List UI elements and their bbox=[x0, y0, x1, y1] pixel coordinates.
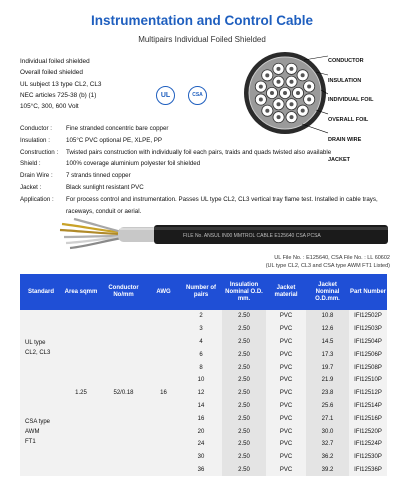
jacket-material-cell: PVC bbox=[266, 438, 306, 451]
insulation-cell: 2.50 bbox=[222, 464, 266, 477]
insulation-cell: 2.50 bbox=[222, 438, 266, 451]
feature-list bbox=[20, 56, 101, 112]
header-awg: AWG bbox=[147, 274, 180, 310]
spec-row bbox=[20, 123, 391, 135]
jacket-od-cell: 17.3 bbox=[306, 348, 349, 361]
jacket-od-cell: 19.7 bbox=[306, 361, 349, 374]
part-number-cell: IFI12506P bbox=[349, 348, 387, 361]
jacket-od-cell: 32.7 bbox=[306, 438, 349, 451]
pairs-cell: 8 bbox=[180, 361, 222, 374]
awg-cell: 16 bbox=[147, 310, 180, 476]
file-note-line: (UL type CL2, CL3 and CSA type AWM FT1 Listed) bbox=[265, 262, 390, 269]
jacket-od-cell: 12.6 bbox=[306, 323, 349, 336]
spec-key: Conductor : bbox=[20, 125, 52, 132]
header-jacket-material: Jacket material bbox=[266, 274, 306, 310]
cable-print-text: FILE No. ANSUL IN00 MMTROL CABLE E125640 CSA PCSA bbox=[183, 233, 321, 239]
header-area: Area sqmm bbox=[62, 274, 100, 310]
spec-value: For process control and instrumentation. Passes UL type CL2, CL3 vertical tray flame test. Installed in cable trays, raceways, conduit or aerial. bbox=[66, 195, 378, 215]
spec-row bbox=[20, 147, 391, 159]
part-number-cell: IFI12510P bbox=[349, 374, 387, 387]
table-row bbox=[20, 310, 387, 323]
jacket-material-cell: PVC bbox=[266, 361, 306, 374]
header-jacket-od: Jacket Nominal O.D.mm. bbox=[306, 274, 349, 310]
feature-item: 105°C, 300, 600 Volt bbox=[20, 103, 79, 111]
table-header-row bbox=[20, 274, 387, 310]
pairs-cell: 12 bbox=[180, 387, 222, 400]
label-drain-wire: DRAIN WIRE bbox=[328, 136, 362, 143]
jacket-od-cell: 27.1 bbox=[306, 412, 349, 425]
feature-item: Individual foiled shielded bbox=[20, 58, 90, 65]
file-note bbox=[266, 255, 390, 270]
file-note-line: UL File No. : E125640, CSA File No. : LL 60602 bbox=[274, 255, 390, 261]
jacket-material-cell: PVC bbox=[266, 400, 306, 413]
spec-value: 105°C PVC optional PE, XLPE, PP bbox=[66, 136, 163, 144]
header-part-number: Part Number bbox=[349, 274, 387, 310]
jacket-material-cell: PVC bbox=[266, 412, 306, 425]
spec-value: Fine stranded concentric bare copper bbox=[66, 125, 169, 132]
spec-key: Shield : bbox=[20, 160, 41, 168]
insulation-cell: 2.50 bbox=[222, 451, 266, 464]
pairs-cell: 20 bbox=[180, 425, 222, 438]
page-subtitle: Multipairs Individual Foiled Shielded bbox=[138, 35, 266, 44]
spec-key: Drain Wire : bbox=[20, 172, 53, 180]
spec-list bbox=[20, 123, 391, 217]
pairs-cell: 4 bbox=[180, 336, 222, 349]
insulation-cell: 2.50 bbox=[222, 425, 266, 438]
part-number-cell: IFI12516P bbox=[349, 412, 387, 425]
spec-row bbox=[20, 158, 391, 170]
pairs-cell: 3 bbox=[180, 323, 222, 336]
spec-value: 100% coverage aluminium polyester foil shielded bbox=[66, 160, 201, 168]
jacket-material-cell: PVC bbox=[266, 336, 306, 349]
spec-table bbox=[20, 274, 387, 476]
pairs-cell: 24 bbox=[180, 438, 222, 451]
jacket-od-cell: 23.8 bbox=[306, 387, 349, 400]
part-number-cell: IFI12503P bbox=[349, 323, 387, 336]
pairs-cell: 36 bbox=[180, 464, 222, 477]
label-jacket: JACKET bbox=[328, 156, 351, 163]
insulation-cell: 2.50 bbox=[222, 348, 266, 361]
spec-row bbox=[20, 182, 391, 194]
ul-logo-icon: UL bbox=[156, 86, 175, 105]
pairs-cell: 30 bbox=[180, 451, 222, 464]
insulation-cell: 2.50 bbox=[222, 400, 266, 413]
pairs-cell: 6 bbox=[180, 348, 222, 361]
jacket-material-cell: PVC bbox=[266, 310, 306, 323]
feature-item: NEC articles 725-38 (b) (1) bbox=[20, 91, 97, 99]
feature-item: UL subject 13 type CL2, CL3 bbox=[20, 80, 102, 88]
spec-row bbox=[20, 170, 391, 182]
part-number-cell: IFI12512P bbox=[349, 387, 387, 400]
insulation-cell: 2.50 bbox=[222, 310, 266, 323]
spec-row bbox=[20, 135, 391, 147]
part-number-cell: IFI12520P bbox=[349, 425, 387, 438]
pairs-cell: 2 bbox=[180, 310, 222, 323]
jacket-material-cell: PVC bbox=[266, 464, 306, 477]
insulation-cell: 2.50 bbox=[222, 412, 266, 425]
label-insulation: INSULATION bbox=[328, 77, 362, 84]
spec-key: Insulation : bbox=[20, 136, 50, 144]
jacket-material-cell: PVC bbox=[266, 425, 306, 438]
header-pairs: Number of pairs bbox=[180, 274, 222, 310]
insulation-cell: 2.50 bbox=[222, 323, 266, 336]
jacket-material-cell: PVC bbox=[266, 451, 306, 464]
spec-value: Black sunlight resistant PVC bbox=[66, 183, 144, 191]
insulation-cell: 2.50 bbox=[222, 387, 266, 400]
insulation-cell: 2.50 bbox=[222, 336, 266, 349]
part-number-cell: IFI12508P bbox=[349, 361, 387, 374]
jacket-od-cell: 21.9 bbox=[306, 374, 349, 387]
csa-logo-icon: CSA bbox=[188, 86, 207, 105]
insulation-cell: 2.50 bbox=[222, 361, 266, 374]
header-insulation-od: Insulation Nominal O.D. mm. bbox=[222, 274, 266, 310]
standard-cell-ul: UL type CL2, CL3 bbox=[20, 310, 62, 387]
jacket-od-cell: 30.0 bbox=[306, 425, 349, 438]
header-conductor: Conductor No/mm bbox=[100, 274, 147, 310]
insulation-cell: 2.50 bbox=[222, 374, 266, 387]
conductor-cell: 52/0.18 bbox=[100, 310, 147, 476]
part-number-cell: IFI12502P bbox=[349, 310, 387, 323]
label-individual-foil: INDIVIDUAL FOIL bbox=[328, 97, 374, 104]
jacket-material-cell: PVC bbox=[266, 348, 306, 361]
jacket-od-cell: 39.2 bbox=[306, 464, 349, 477]
part-number-cell: IFI12530P bbox=[349, 451, 387, 464]
part-number-cell: IFI12514P bbox=[349, 400, 387, 413]
pairs-cell: 16 bbox=[180, 412, 222, 425]
jacket-od-cell: 25.6 bbox=[306, 400, 349, 413]
label-conductor: CONDUCTOR bbox=[328, 58, 364, 64]
pairs-cell: 10 bbox=[180, 374, 222, 387]
jacket-od-cell: 14.5 bbox=[306, 336, 349, 349]
feature-item: Overall foiled shielded bbox=[20, 69, 83, 77]
label-overall-foil: OVERALL FOIL bbox=[328, 117, 369, 124]
jacket-material-cell: PVC bbox=[266, 387, 306, 400]
spec-key: Construction : bbox=[20, 148, 59, 156]
part-number-cell: IFI12524P bbox=[349, 438, 387, 451]
pairs-cell: 14 bbox=[180, 400, 222, 413]
jacket-material-cell: PVC bbox=[266, 323, 306, 336]
header-standard: Standard bbox=[20, 274, 62, 310]
cable-product-image bbox=[58, 210, 388, 256]
spec-value: Twisted pairs construction with individually foil each pairs, traids and quads twisted also available bbox=[66, 148, 332, 156]
jacket-od-cell: 10.8 bbox=[306, 310, 349, 323]
part-number-cell: IFI12504P bbox=[349, 336, 387, 349]
spec-value: 7 strands tinned copper bbox=[66, 172, 131, 180]
spec-key: Application : bbox=[20, 195, 54, 203]
jacket-material-cell: PVC bbox=[266, 374, 306, 387]
part-number-cell: IFI12536P bbox=[349, 464, 387, 477]
standard-cell-csa: CSA type AWM FT1 bbox=[20, 387, 62, 477]
page-title: Instrumentation and Control Cable bbox=[90, 13, 313, 28]
area-cell: 1.25 bbox=[62, 310, 100, 476]
jacket-od-cell: 36.2 bbox=[306, 451, 349, 464]
spec-key: Jacket : bbox=[20, 183, 42, 191]
